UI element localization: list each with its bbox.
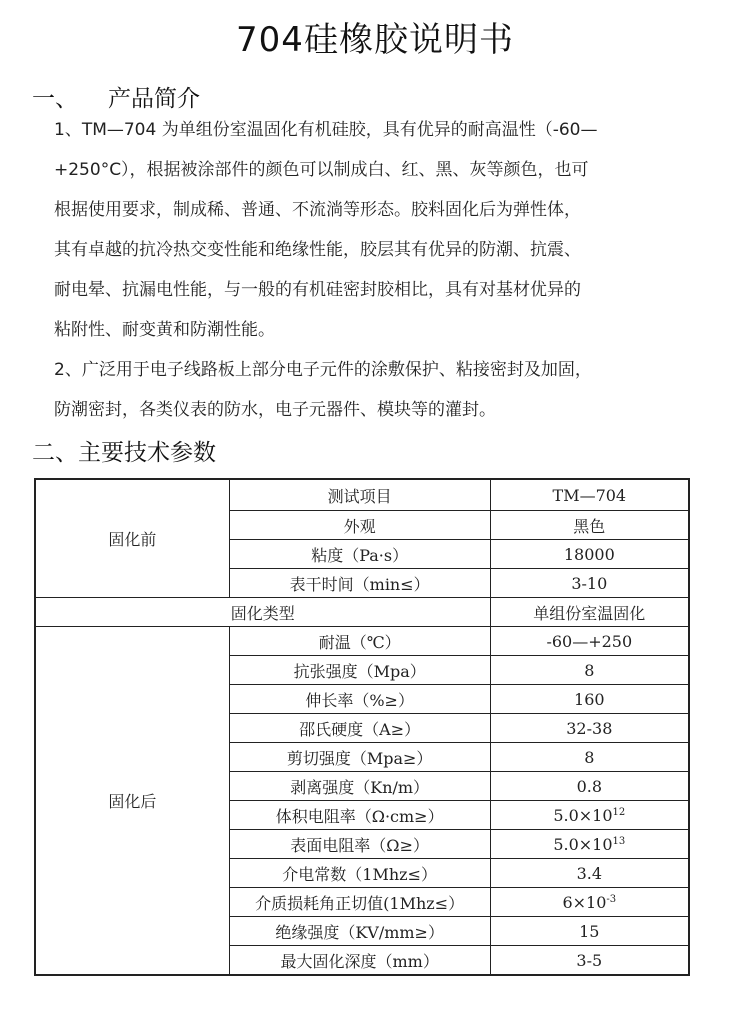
item-cell: 剪切强度（Mpa≥） <box>229 743 490 772</box>
paragraph-line: 防潮密封，各类仪表的防水，电子元器件、模块等的灌封。 <box>54 400 496 420</box>
paragraph-line: 根据使用要求，制成稀、普通、不流淌等形态。胶料固化后为弹性体， <box>54 200 581 220</box>
item-cell: 剥离强度（Kn/m） <box>229 772 490 801</box>
value-cell: 8 <box>490 656 689 685</box>
value-cell: 黑色 <box>490 511 689 540</box>
value-exponent: 12 <box>612 806 626 818</box>
paragraph-line: 其有卓越的抗冷热交变性能和绝缘性能，胶层其有优异的防潮、抗震、 <box>54 240 581 260</box>
section-title: 主要技术参数 <box>78 440 216 466</box>
value-cell: 3-5 <box>490 946 689 976</box>
item-cell: 外观 <box>229 511 490 540</box>
header-item: 测试项目 <box>229 479 490 511</box>
item-cell: 体积电阻率（Ω·cm≥） <box>229 801 490 830</box>
group-before-cure: 固化前 <box>35 479 229 598</box>
value-base: 6×10 <box>562 892 607 912</box>
spec-table <box>34 478 690 976</box>
section-title: 产品简介 <box>108 86 200 112</box>
value-cell <box>490 888 689 917</box>
section-heading-specs <box>32 434 216 467</box>
value-cell: 3-10 <box>490 569 689 598</box>
paragraph-line: 耐电晕、抗漏电性能，与一般的有机硅密封胶相比，具有对基材优异的 <box>54 280 581 300</box>
value-cell <box>490 801 689 830</box>
value-exponent: -3 <box>606 893 617 905</box>
intro-paragraph-1 <box>54 110 694 350</box>
intro-paragraph-2 <box>54 350 694 430</box>
value-cell: 15 <box>490 917 689 946</box>
table-row <box>35 627 689 656</box>
value-cell: 160 <box>490 685 689 714</box>
item-cell: 粘度（Pa·s） <box>229 540 490 569</box>
cure-type-value: 单组份室温固化 <box>490 598 689 627</box>
group-after-cure: 固化后 <box>35 627 229 976</box>
value-cell: 0.8 <box>490 772 689 801</box>
value-base: 5.0×10 <box>553 834 613 854</box>
paragraph-line: 粘附性、耐变黄和防潮性能。 <box>54 320 275 340</box>
item-cell: 邵氏硬度（A≥） <box>229 714 490 743</box>
value-exponent: 13 <box>612 835 626 847</box>
paragraph-line: 1、TM—704 为单组份室温固化有机硅胶，具有优异的耐高温性（-60— <box>54 120 598 140</box>
cure-type-label: 固化类型 <box>35 598 490 627</box>
item-cell: 介质损耗角正切值(1Mhz≤） <box>229 888 490 917</box>
value-cell <box>490 830 689 859</box>
section-heading-intro <box>32 80 200 113</box>
item-cell: 耐温（℃） <box>229 627 490 656</box>
paragraph-line: 2、广泛用于电子线路板上部分电子元件的涂敷保护、粘接密封及加固， <box>54 360 592 380</box>
paragraph-line: +250°C），根据被涂部件的颜色可以制成白、红、黑、灰等颜色，也可 <box>54 160 589 180</box>
item-cell: 最大固化深度（mm） <box>229 946 490 976</box>
header-value: TM—704 <box>490 479 689 511</box>
item-cell: 绝缘强度（KV/mm≥） <box>229 917 490 946</box>
value-cell: 18000 <box>490 540 689 569</box>
section-number: 一、 <box>32 86 78 112</box>
item-cell: 介电常数（1Mhz≤） <box>229 859 490 888</box>
item-cell: 表面电阻率（Ω≥） <box>229 830 490 859</box>
table-row <box>35 598 689 627</box>
table-row <box>35 479 689 511</box>
document-title: 704硅橡胶说明书 <box>236 20 514 60</box>
value-base: 5.0×10 <box>553 805 613 825</box>
item-cell: 伸长率（%≥） <box>229 685 490 714</box>
section-number: 二、 <box>32 440 78 466</box>
item-cell: 表干时间（min≤） <box>229 569 490 598</box>
item-cell: 抗张强度（Mpa） <box>229 656 490 685</box>
value-cell: 32-38 <box>490 714 689 743</box>
value-cell: 8 <box>490 743 689 772</box>
value-cell: 3.4 <box>490 859 689 888</box>
value-cell: -60—+250 <box>490 627 689 656</box>
